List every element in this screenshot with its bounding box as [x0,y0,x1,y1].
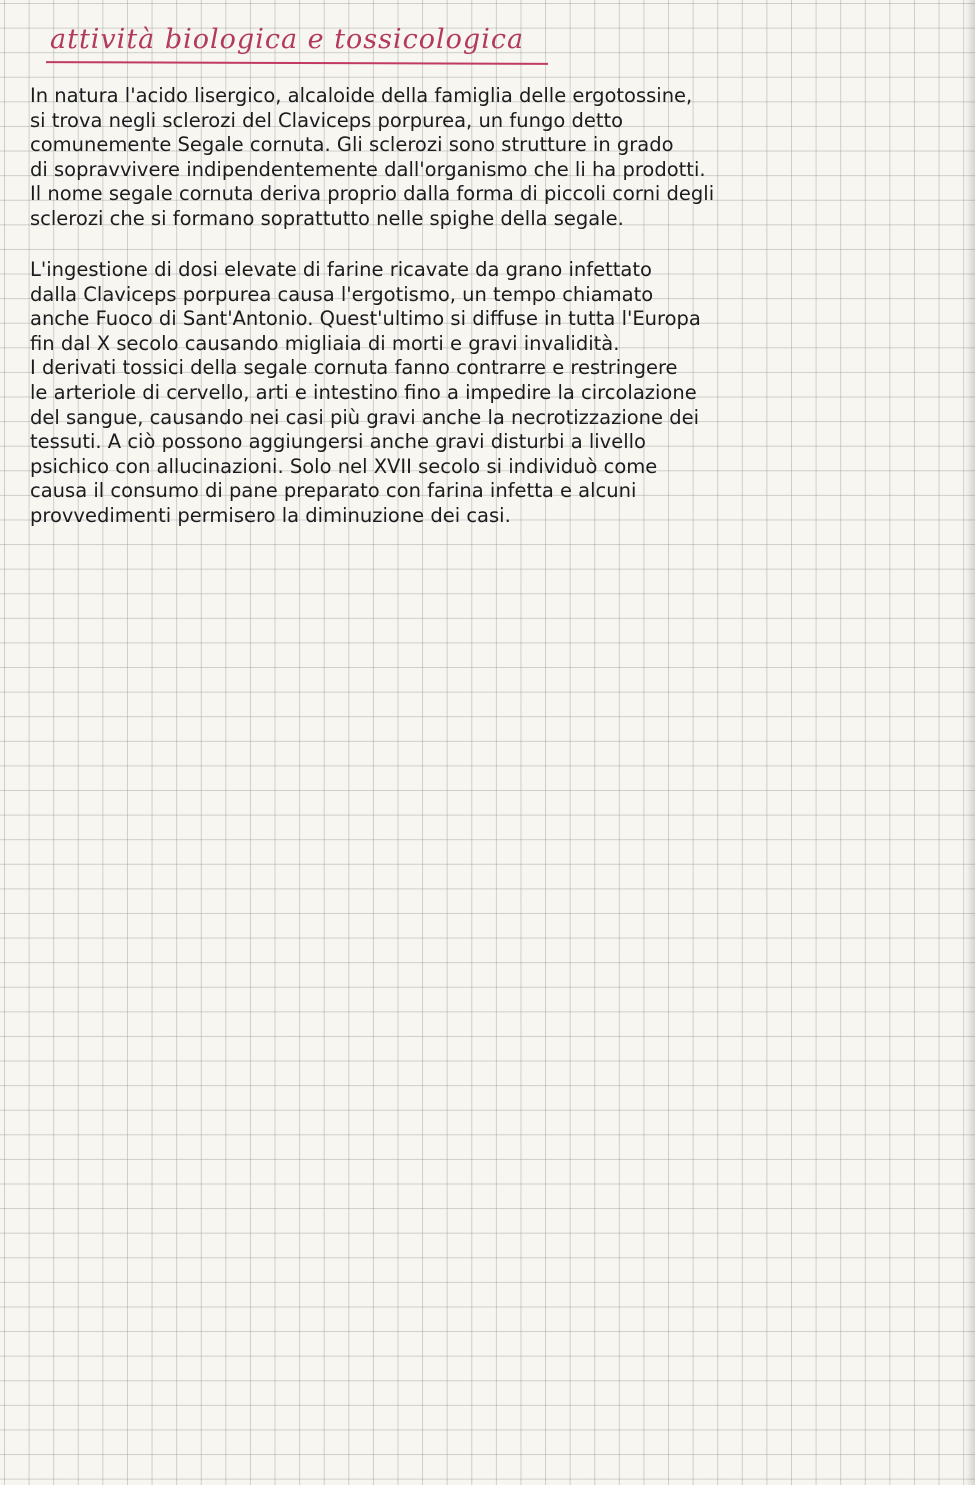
text-line: le arteriole di cervello, arti e intestino fino a impedire la circolazione [30,380,697,404]
paragraph-intro [30,84,714,232]
paragraph-ergotism [30,258,701,529]
text-line: si trova negli sclerozi del Claviceps porpurea, un fungo detto [30,108,624,132]
text-line: L'ingestione di dosi elevate di farine ricavate da grano infettato [30,258,652,281]
page-title: attività biologica e tossicologica [50,24,525,55]
text-line: causa il consumo di pane preparato con farina infetta e alcuni [30,479,637,503]
text-line: I derivati tossici della segale cornuta fanno contrarre e restringere [30,356,678,380]
text-line: di sopravvivere indipendentemente dall'organismo che li ha prodotti. [30,157,706,181]
text-line: sclerozi che si formano soprattutto nelle spighe della segale. [30,206,624,230]
text-line: dalla Claviceps porpurea causa l'ergotismo, un tempo chiamato [30,282,654,306]
text-line: tessuti. A ciò possono aggiungersi anche gravi disturbi a livello [30,430,646,454]
text-line: Il nome segale cornuta deriva proprio dalla forma di piccoli corni degli [30,182,715,206]
text-line: In natura l'acido lisergico, alcaloide della famiglia delle ergotossine, [30,84,693,107]
text-line: comunemente Segale cornuta. Gli sclerozi sono strutture in grado [30,133,674,157]
text-line: del sangue, causando nei casi più gravi anche la necrotizzazione dei [30,405,700,429]
text-line: anche Fuoco di Sant'Antonio. Quest'ultimo si diffuse in tutta l'Europa [30,307,701,331]
title-underline [46,61,548,65]
text-line: fin dal X secolo causando migliaia di morti e gravi invalidità. [30,331,620,355]
page-edge-shadow [965,0,975,1485]
text-line: psichico con allucinazioni. Solo nel XVII secolo si individuò come [30,454,658,478]
text-line: provvedimenti permisero la diminuzione dei casi. [30,503,511,527]
